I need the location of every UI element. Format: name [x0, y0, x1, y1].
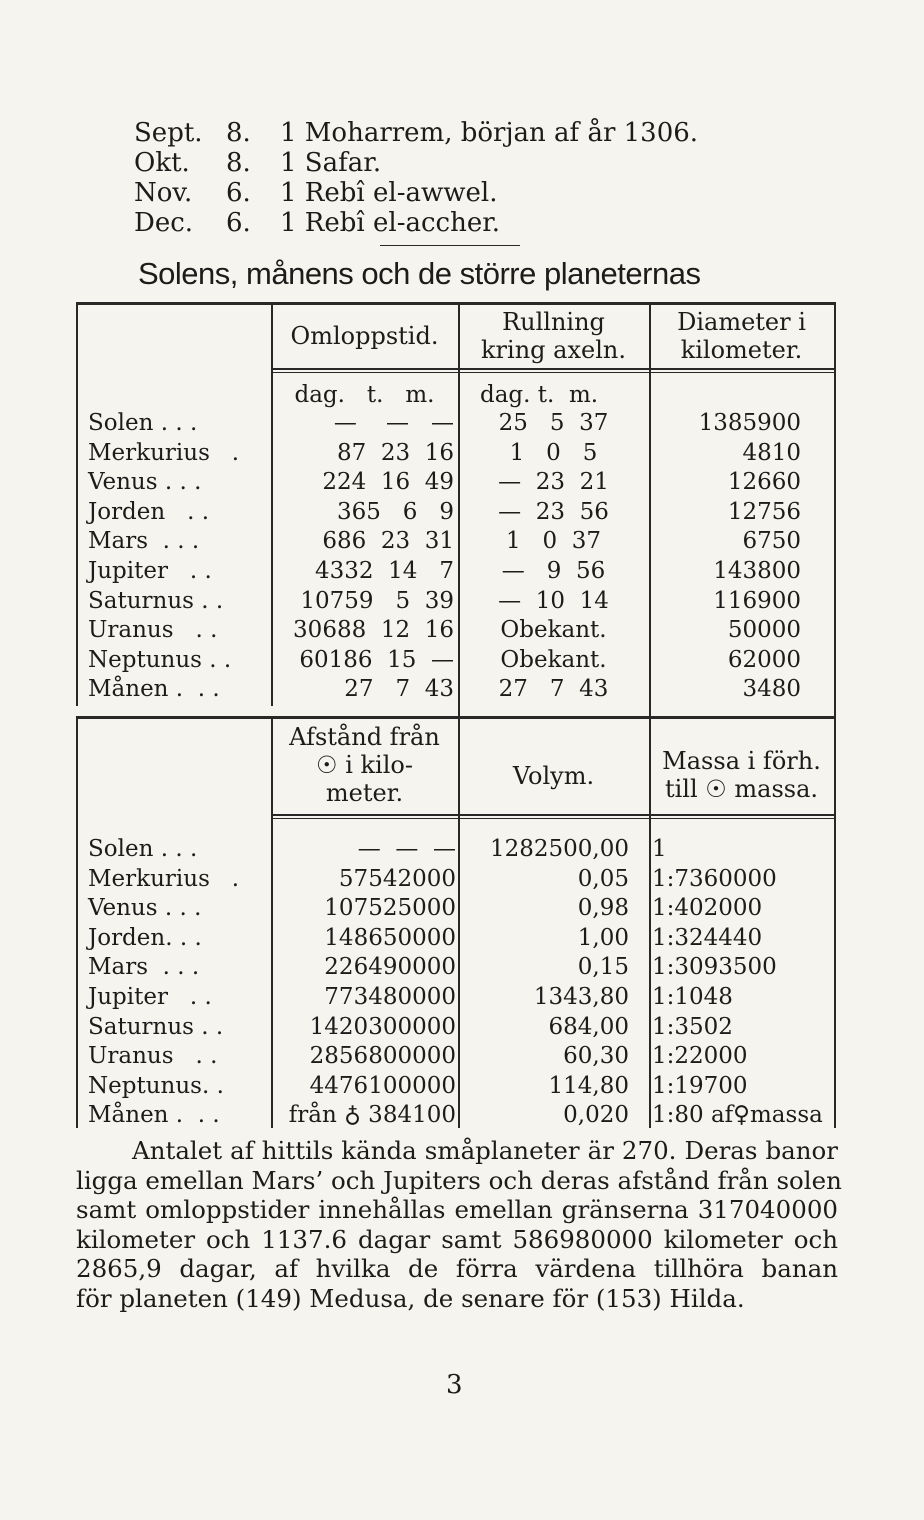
- afstand-value: 4476100000: [309, 1072, 456, 1099]
- rullning-value: — 10 14: [498, 587, 609, 614]
- planet-name: Månen . . .: [88, 1102, 220, 1129]
- paragraph-line: ligga emellan Mars’ och Jupiters och deras afstånd från solen: [76, 1165, 842, 1195]
- diameter-value: 3480: [742, 676, 801, 703]
- table2-border-left: [76, 716, 78, 1128]
- volym-value: 114,80: [548, 1072, 629, 1099]
- rullning-value: — 23 56: [498, 498, 609, 525]
- cal-event: 1 Moharrem, början af år 1306.: [280, 118, 699, 148]
- planet-name: Solen . . .: [88, 836, 198, 862]
- planet-name: Månen . . .: [88, 676, 220, 703]
- omloppstid-value: 686 23 31: [322, 528, 454, 555]
- planet-name: Jupiter . .: [88, 984, 212, 1010]
- table2-header-rule2: [271, 818, 834, 819]
- afstand-value: 2856800000: [309, 1043, 456, 1070]
- diameter-value: 12660: [727, 469, 801, 496]
- massa-value: 1:19700: [652, 1072, 748, 1099]
- planet-name: Saturnus . .: [88, 1013, 224, 1040]
- diameter-value: 12756: [727, 498, 801, 525]
- massa-value: 1:3502: [652, 1013, 733, 1040]
- planet-name: Jupiter . .: [88, 558, 212, 584]
- diameter-value: 4810: [742, 439, 801, 466]
- header-line: kring axeln.: [481, 336, 626, 364]
- table2-header-rule: [271, 814, 834, 816]
- planet-name: Jorden . .: [88, 498, 210, 525]
- omloppstid-value: 224 16 49: [322, 469, 454, 496]
- header-volym: [458, 762, 649, 790]
- paragraph-line: kilometer och 1137.6 dagar samt 586980000 kilometer och: [76, 1224, 838, 1254]
- massa-value: 1:324440: [652, 924, 763, 951]
- massa-value: 1:80 af♀massa: [652, 1102, 823, 1129]
- cal-month: Dec.: [134, 208, 194, 238]
- units-omloppstid: dag. t. m.: [294, 382, 435, 408]
- header-line: Rullning: [502, 308, 605, 336]
- table1-top-rule: [76, 302, 836, 305]
- planet-name: Uranus . .: [88, 617, 218, 644]
- planet-name: Mars . . .: [88, 954, 200, 981]
- omloppstid-value: 30688 12 16: [293, 617, 454, 644]
- volym-value: 0,05: [577, 865, 629, 892]
- table1-header-rule2: [271, 372, 834, 373]
- diameter-value: 1385900: [698, 410, 801, 436]
- planet-name: Solen . . .: [88, 410, 198, 436]
- header-line: meter.: [325, 779, 404, 807]
- afstand-value: 148650000: [324, 924, 456, 951]
- header-line: till ☉ massa.: [664, 775, 819, 803]
- cal-event: 1 Rebî el-awwel.: [280, 178, 498, 208]
- afstand-value: 57542000: [338, 865, 456, 892]
- diameter-value: 6750: [742, 528, 801, 555]
- separator-rule: [380, 245, 520, 246]
- cal-month: Sept.: [134, 118, 203, 148]
- cal-month: Okt.: [134, 148, 190, 178]
- volym-value: 0,020: [563, 1102, 629, 1129]
- afstand-value: 1420300000: [309, 1013, 456, 1040]
- cal-day: 6.: [226, 208, 251, 238]
- volym-value: 1343,80: [533, 984, 629, 1010]
- paragraph: [76, 1136, 842, 1313]
- table1-border-right: [834, 302, 836, 720]
- paragraph-line: 2865,9 dagar, af hvilka de förra värdena tillhöra banan: [76, 1254, 838, 1283]
- table-heading: Solens, månens och de större planeternas: [138, 256, 701, 291]
- volym-value: 60,30: [563, 1043, 629, 1070]
- volym-value: 684,00: [548, 1013, 629, 1040]
- planet-name: Merkurius .: [88, 865, 240, 892]
- header-line: Omloppstid.: [290, 322, 439, 350]
- header-line: Afstånd från: [289, 723, 440, 751]
- page-number: 3: [446, 1370, 463, 1400]
- omloppstid-value: 365 6 9: [336, 498, 454, 525]
- planet-name: Saturnus . .: [88, 587, 224, 614]
- massa-value: 1:22000: [652, 1043, 748, 1070]
- rullning-value: 1 0 37: [505, 528, 602, 555]
- header-line: ☉ i kilo-: [316, 751, 413, 779]
- header-massa: [649, 747, 834, 803]
- omloppstid-value: — — —: [333, 410, 454, 436]
- volym-value: 1282500,00: [489, 836, 629, 862]
- planet-name: Uranus . .: [88, 1043, 218, 1070]
- omloppstid-value: 4332 14 7: [315, 558, 454, 584]
- planet-name: Neptunus . .: [88, 646, 232, 673]
- paragraph-line: Antalet af hittils kända småplaneter är 270. Deras banor: [132, 1136, 838, 1165]
- header-diameter: [649, 308, 834, 364]
- planet-name: Jorden. . .: [88, 924, 202, 951]
- cal-day: 8.: [226, 148, 251, 178]
- header-omloppstid: [271, 322, 458, 350]
- rullning-value: 25 5 37: [498, 410, 609, 436]
- header-afstand: [271, 723, 458, 807]
- rullning-value: Obekant.: [500, 646, 607, 673]
- massa-value: 1:3093500: [652, 954, 777, 981]
- header-line: Diameter i: [677, 308, 806, 336]
- omloppstid-value: 60186 15 —: [299, 646, 454, 673]
- table1-divider: [458, 302, 460, 720]
- volym-value: 0,15: [577, 954, 629, 981]
- afstand-value: 226490000: [324, 954, 456, 981]
- header-line: Massa i förh.: [662, 747, 821, 775]
- afstand-value: 107525000: [324, 895, 456, 922]
- volym-value: 1,00: [577, 924, 629, 951]
- calendar-list: [134, 118, 734, 242]
- table1-header-rule: [271, 368, 834, 370]
- omloppstid-value: 10759 5 39: [300, 587, 454, 614]
- planet-name: Merkurius .: [88, 439, 240, 466]
- diameter-value: 116900: [713, 587, 801, 614]
- afstand-value: — — —: [357, 836, 456, 862]
- rullning-value: 1 0 5: [509, 439, 598, 466]
- table2-top-rule: [76, 716, 836, 719]
- afstand-value: 773480000: [324, 984, 456, 1010]
- rullning-value: 27 7 43: [498, 676, 609, 703]
- diameter-value: 143800: [713, 558, 801, 584]
- cal-month: Nov.: [134, 178, 193, 208]
- rullning-value: — 9 56: [501, 558, 606, 584]
- omloppstid-value: 87 23 16: [336, 439, 454, 466]
- rullning-value: Obekant.: [500, 617, 607, 644]
- massa-value: 1:1048: [652, 984, 733, 1010]
- massa-value: 1:402000: [652, 895, 763, 922]
- cal-day: 8.: [226, 118, 251, 148]
- planet-name: Neptunus. .: [88, 1072, 224, 1099]
- cal-day: 6.: [226, 178, 251, 208]
- planet-name: Mars . . .: [88, 528, 200, 555]
- massa-value: 1:7360000: [652, 865, 777, 892]
- header-line: Volym.: [512, 762, 595, 790]
- planet-name: Venus . . .: [88, 469, 202, 496]
- diameter-value: 62000: [727, 646, 801, 673]
- paragraph-line: samt omloppstider innehållas emellan gränserna 317040000: [76, 1195, 838, 1224]
- table1-border-left: [76, 302, 78, 706]
- header-rullning: [458, 308, 649, 364]
- planet-name: Venus . . .: [88, 895, 202, 922]
- cal-event: 1 Rebî el-accher.: [280, 208, 501, 238]
- massa-value: 1: [652, 836, 667, 862]
- volym-value: 0,98: [577, 895, 629, 922]
- cal-event: 1 Safar.: [280, 148, 382, 178]
- afstand-value: från ♁ 384100: [288, 1102, 456, 1129]
- header-line: kilometer.: [680, 336, 803, 364]
- rullning-value: — 23 21: [498, 469, 609, 496]
- diameter-value: 50000: [727, 617, 801, 644]
- paragraph-line: för planeten (149) Medusa, de senare för (153) Hilda.: [76, 1283, 745, 1313]
- units-rullning: dag. t. m.: [480, 382, 599, 408]
- omloppstid-value: 27 7 43: [344, 676, 454, 703]
